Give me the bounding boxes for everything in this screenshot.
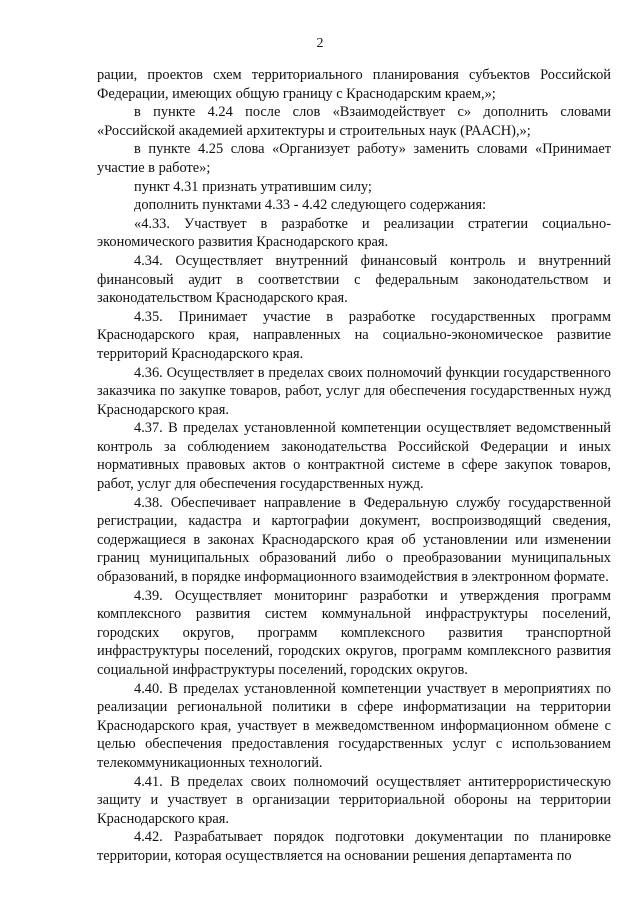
paragraph: рации, проектов схем территориального планирования субъектов Российской Федерации, имеющих общую границу с Краснодарским краем,»; (97, 67, 611, 102)
paragraph: 4.35. Принимает участие в разработке государственных программ Краснодарского края, направленных на социально-экономическое развитие территорий Краснодарского края. (97, 308, 611, 362)
paragraph: 4.39. Осуществляет мониторинг разработки и утверждения программ комплексного развития систем коммунальной инфраструктуры поселений, городских округов, программ комплексного развития транспортной инфраструктуры поселений, городских округов, программ комплексного развития социальной инфраструктуры поселений, городских округов. (97, 587, 611, 678)
paragraph: в пункте 4.24 после слов «Взаимодействует с» дополнить словами «Российской академией архитектуры и строительных наук (РААСН),»; (97, 104, 611, 139)
document-body (97, 66, 611, 866)
paragraph: в пункте 4.25 слова «Организует работу» заменить словами «Принимает участие в работе»; (97, 141, 611, 176)
paragraph: 4.40. В пределах установленной компетенции участвует в мероприятиях по реализации региональной политики в сфере информатизации на территории Краснодарского края, участвует в межведомственном информационном обмене с целью обеспечения предоставления государственных услуг с использованием телекоммуникационных технологий. (97, 680, 611, 771)
paragraph: 4.36. Осуществляет в пределах своих полномочий функции государственного заказчика по закупке товаров, работ, услуг для обеспечения государственных нужд Краснодарского края. (97, 364, 611, 418)
paragraph: 4.42. Разрабатывает порядок подготовки документации по планировке территории, которая осуществляется на основании решения департамента по (97, 829, 611, 864)
paragraph: 4.34. Осуществляет внутренний финансовый контроль и внутренний финансовый аудит в соответствии с федеральным законодательством и законодательством Краснодарского края. (97, 252, 611, 307)
paragraph: 4.38. Обеспечивает направление в Федеральную службу государственной регистрации, кадастра и картографии документ, воспроизводящий сведения, содержащиеся в законах Краснодарского края об установлении или изменении границ муниципальных образований либо о преобразовании муниципальных образований, в порядке информационного взаимодействия в электронном формате. (97, 494, 611, 586)
paragraph: пункт 4.31 признать утратившим силу; (134, 178, 372, 195)
page-number: 2 (316, 36, 324, 51)
paragraph: 4.37. В пределах установленной компетенции осуществляет ведомственный контроль за соблюдением законодательства Российской Федерации и иных нормативных правовых актов о контрактной системе в сфере закупок товаров, работ, услуг для обеспечения государственных нужд. (97, 420, 611, 493)
paragraph: 4.41. В пределах своих полномочий осуществляет антитеррористическую защиту и участвует в организации территориальной обороны на территории Краснодарского края. (97, 773, 611, 827)
paragraph: «4.33. Участвует в разработке и реализации стратегии социально-экономического развития Краснодарского края. (97, 215, 611, 251)
paragraph: дополнить пунктами 4.33 - 4.42 следующего содержания: (134, 197, 487, 214)
